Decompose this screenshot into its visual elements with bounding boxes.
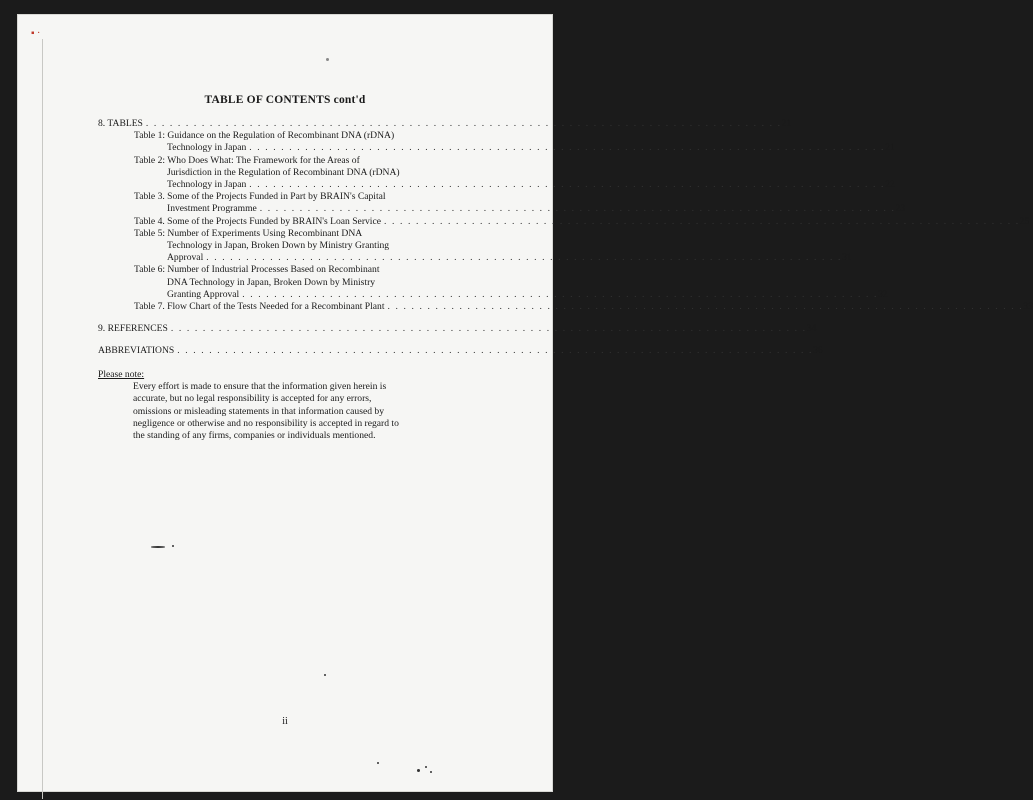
toc-entry-line: Jurisdiction in the Regulation of Recombinant DNA (rDNA) bbox=[167, 166, 400, 178]
toc-entry bbox=[98, 252, 852, 264]
note-heading: Please note: bbox=[98, 369, 145, 380]
toc-entry bbox=[98, 215, 1030, 228]
scan-speck bbox=[430, 771, 432, 773]
toc-entry-label: Table 4. Some of the Projects Funded by BRAIN's Loan Service bbox=[134, 215, 381, 227]
toc-entry-label: Table 7. Flow Chart of the Tests Needed for a Recombinant Plant bbox=[134, 301, 385, 313]
toc-page-number: 34 bbox=[806, 323, 817, 335]
toc-entry-label: Granting Approval bbox=[167, 288, 240, 300]
toc-entry-line: Table 1: Guidance on the Regulation of Recombinant DNA (rDNA) bbox=[134, 130, 395, 142]
note-body-line: negligence or otherwise and no responsibility is accepted in regard to bbox=[133, 417, 399, 429]
toc-entry-label: 8. TABLES bbox=[98, 118, 143, 129]
scan-speck bbox=[172, 545, 174, 547]
toc-entry bbox=[98, 288, 888, 301]
note-body-line: Every effort is made to ensure that the information given herein is bbox=[133, 381, 387, 393]
toc-page-number: 22 bbox=[885, 179, 895, 191]
toc-page-number: 36 bbox=[813, 345, 823, 357]
toc-leader-dots: . . . . . . . . . . . . . . . . . . . . . . . . . . . . . . . . . . . . . . . . . . . . . . . . . . . . . . . . . . . . . . . . . . . . . . . . . . . . . . . . bbox=[259, 203, 896, 215]
toc-entry bbox=[98, 301, 1033, 313]
scan-speck bbox=[377, 762, 379, 764]
toc-entry-label: Technology in Japan bbox=[167, 142, 247, 154]
note-body-line: omissions or misleading statements in that information caused by bbox=[133, 405, 384, 417]
spacer bbox=[98, 335, 487, 345]
toc-leader-dots: . . . . . . . . . . . . . . . . . . . . . . . . . . . . . . . . . . . . . . . . . . . . . . . . . . . . . . . . . . . . . . . . . . . . . . . . . . . . . . . . bbox=[177, 345, 813, 357]
table-of-contents bbox=[98, 118, 1033, 358]
toc-page-number: 23 bbox=[895, 203, 906, 215]
toc-leader-dots: . . . . . . . . . . . . . . . . . . . . . . . . . . . . . . . . . . . . . . . . . . . . . . . . . . . . . . . . . . . . . . . . . . . . . . . . . . . . . . . . bbox=[170, 323, 807, 335]
scan-speck bbox=[326, 58, 329, 61]
scan-speck bbox=[324, 674, 326, 676]
toc-leader-dots: . . . . . . . . . . . . . . . . . . . . . . . . . . . . . . . . . . . . . . . . . . . . . . . . . . . . . . . . . . . . . . . . . . . . . . . . . . . . . . . . bbox=[384, 215, 1020, 227]
toc-entry-line: Table 6: Number of Industrial Processes Based on Recombinant bbox=[134, 264, 380, 276]
toc-leader-dots: . . . . . . . . . . . . . . . . . . . . . . . . . . . . . . . . . . . . . . . . . . . . . . . . . . . . . . . . . . . . . . . . . . . . . . . . . . . . . . . . bbox=[206, 252, 842, 264]
toc-leader-dots: . . . . . . . . . . . . . . . . . . . . . . . . . . . . . . . . . . . . . . . . . . . . . . . . . . . . . . . . . . . . . . . . . . . . . . . . . . . . . . . . bbox=[249, 142, 886, 154]
spacer bbox=[98, 313, 487, 323]
page-number: ii bbox=[282, 716, 288, 727]
scan-speck bbox=[425, 766, 427, 768]
toc-leader-dots: . . . . . . . . . . . . . . . . . . . . . . . . . . . . . . . . . . . . . . . . . . . . . . . . . . . . . . . . . . . . . . . . . . . . . . . . . . . . . . . . bbox=[145, 118, 782, 129]
toc-entry-line: Table 3. Some of the Projects Funded in Part by BRAIN's Capital bbox=[134, 191, 386, 203]
note-body-line: the standing of any firms, companies or individuals mentioned. bbox=[133, 430, 376, 442]
disclaimer-note bbox=[98, 369, 478, 442]
toc-entry-line: Table 2: Who Does What: The Framework for the Areas of bbox=[134, 154, 360, 166]
toc-leader-dots: . . . . . . . . . . . . . . . . . . . . . . . . . . . . . . . . . . . . . . . . . . . . . . . . . . . . . . . . . . . . . . . . . . . . . . . . . . . . . . . . bbox=[249, 179, 886, 191]
toc-entry bbox=[98, 203, 906, 215]
toc-entry bbox=[98, 142, 895, 154]
toc-leader-dots: . . . . . . . . . . . . . . . . . . . . . . . . . . . . . . . . . . . . . . . . . . . . . . . . . . . . . . . . . . . . . . . . . . . . . . . . . . . . . . . . bbox=[242, 288, 878, 300]
toc-page-number: 21 bbox=[781, 118, 792, 129]
toc-entry bbox=[98, 323, 817, 335]
toc-entry bbox=[98, 118, 792, 130]
toc-entry-line: Table 5: Number of Experiments Using Recombinant DNA bbox=[134, 227, 363, 239]
toc-page-number: 21 bbox=[885, 142, 895, 154]
scan-speck bbox=[151, 546, 165, 548]
toc-entry-line: Technology in Japan, Broken Down by Ministry Granting bbox=[167, 240, 390, 252]
document-page bbox=[17, 14, 1033, 792]
toc-entry-label: Investment Programme bbox=[167, 203, 257, 215]
edge-mark: ▪ · bbox=[31, 28, 41, 39]
toc-entry bbox=[98, 345, 823, 357]
note-body-line: accurate, but no legal responsibility is accepted for any errors, bbox=[133, 393, 372, 405]
toc-entry bbox=[98, 179, 895, 191]
toc-page-number: 31 bbox=[842, 252, 852, 264]
margin-line bbox=[42, 39, 43, 799]
scan-speck bbox=[417, 769, 420, 772]
toc-entry-label: Technology in Japan bbox=[167, 179, 247, 191]
toc-page-number: 33 bbox=[1023, 301, 1033, 313]
toc-entry-label: 9. REFERENCES bbox=[98, 323, 168, 335]
toc-entry-label: Approval bbox=[167, 252, 204, 264]
toc-leader-dots: . . . . . . . . . . . . . . . . . . . . . . . . . . . . . . . . . . . . . . . . . . . . . . . . . . . . . . . . . . . . . . . . . . . . . . . . . . . . . . . . bbox=[387, 301, 1024, 313]
toc-entry-label: ABBREVIATIONS bbox=[98, 345, 175, 357]
toc-page-number: 25 bbox=[1019, 215, 1030, 227]
toc-entry-line: DNA Technology in Japan, Broken Down by Ministry bbox=[167, 276, 376, 288]
toc-page-number: 32 bbox=[877, 288, 888, 300]
page-title: TABLE OF CONTENTS cont'd bbox=[204, 94, 366, 106]
